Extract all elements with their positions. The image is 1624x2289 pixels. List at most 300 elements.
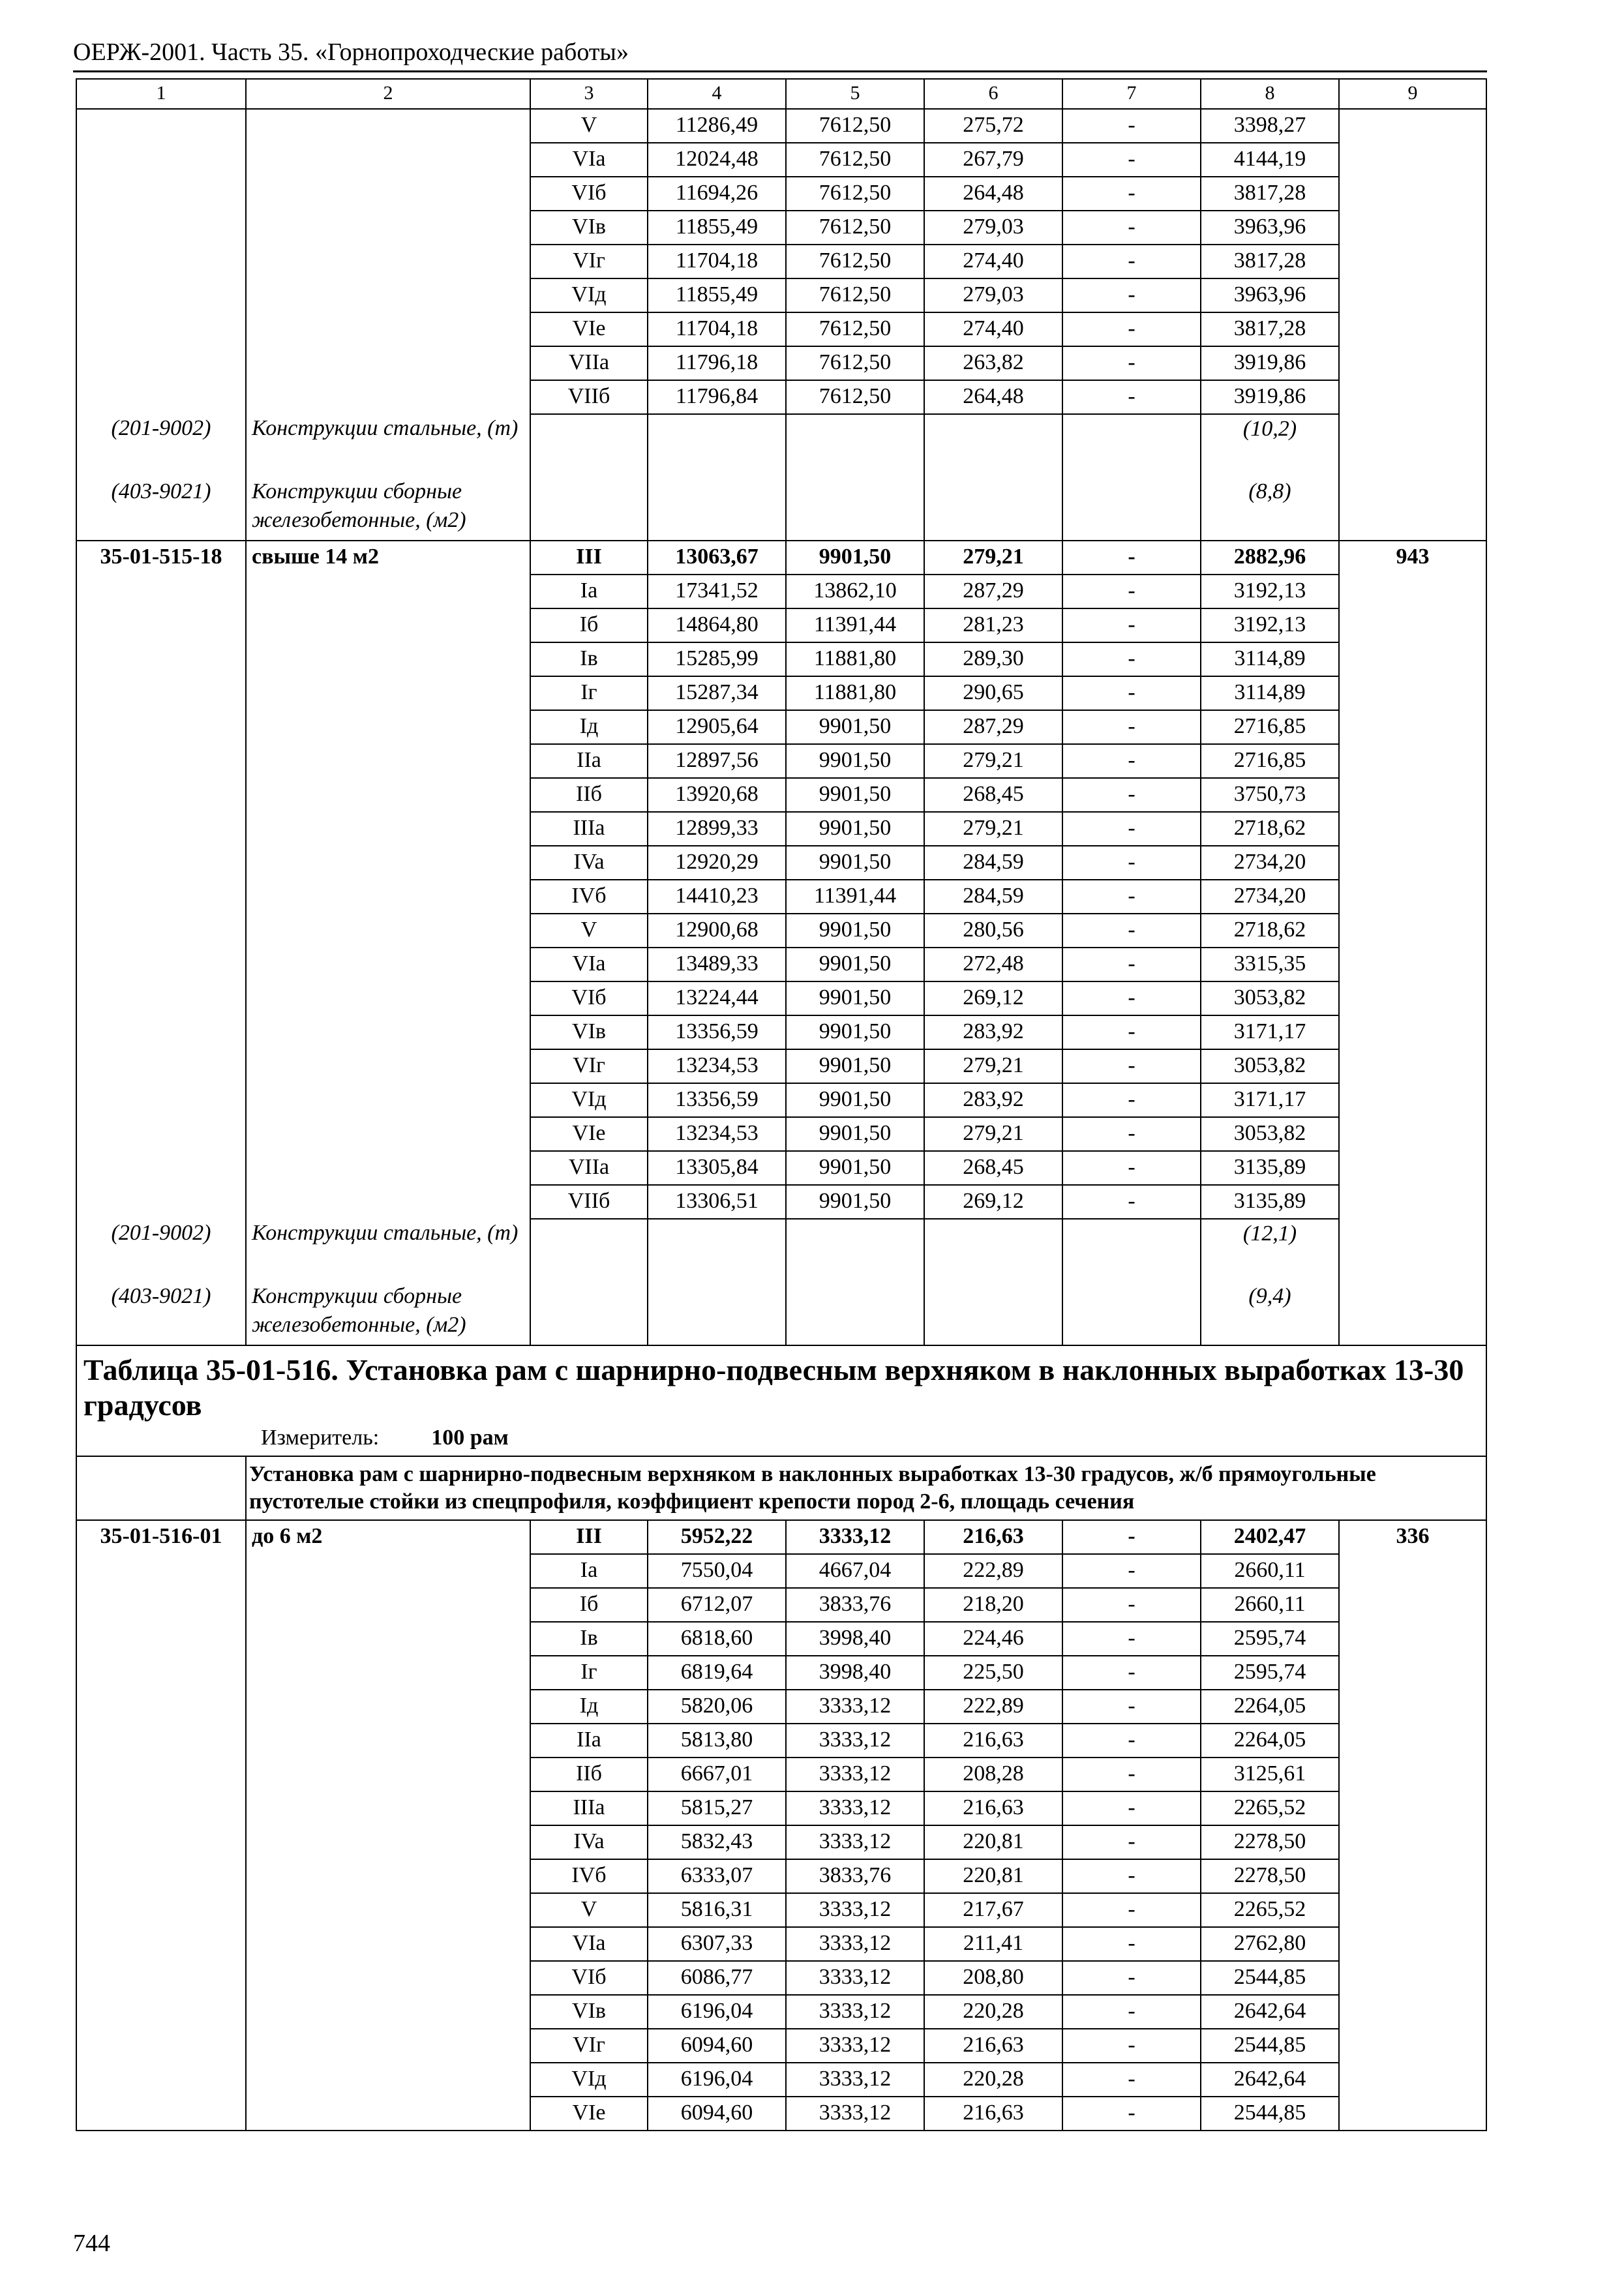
table-cell <box>648 1219 786 1282</box>
value-cell: 3135,89 <box>1201 1151 1339 1185</box>
table-cell <box>1339 380 1486 414</box>
value-cell: - <box>1062 575 1201 608</box>
description-row <box>76 1456 1486 1520</box>
table-cell <box>246 575 530 608</box>
value-cell: - <box>1062 880 1201 914</box>
value-cell: Iг <box>530 676 648 710</box>
table-cell <box>76 143 246 177</box>
table-cell <box>76 1758 246 1791</box>
value-cell: 4667,04 <box>786 1554 924 1588</box>
value-cell: 5952,22 <box>648 1520 786 1554</box>
value-cell: IVб <box>530 880 648 914</box>
value-cell: 2718,62 <box>1201 812 1339 846</box>
value-cell: 218,20 <box>924 1588 1062 1622</box>
value-cell: 6333,07 <box>648 1859 786 1893</box>
value-cell: 2544,85 <box>1201 2097 1339 2131</box>
value-cell: 11694,26 <box>648 177 786 211</box>
value-cell: 3114,89 <box>1201 676 1339 710</box>
table-cell <box>1062 1219 1201 1282</box>
value-cell: 3333,12 <box>786 1791 924 1825</box>
table-cell <box>76 981 246 1015</box>
table-cell <box>1339 1282 1486 1345</box>
table-cell <box>76 880 246 914</box>
value-cell: 2734,20 <box>1201 880 1339 914</box>
value-cell: 9901,50 <box>786 1151 924 1185</box>
value-cell: Iб <box>530 608 648 642</box>
material-code: (201-9002) <box>76 414 246 477</box>
value-cell: VIг <box>530 2029 648 2063</box>
value-cell: 11704,18 <box>648 312 786 346</box>
table-row <box>76 880 1486 914</box>
table-cell <box>246 1724 530 1758</box>
value-cell: - <box>1062 1724 1201 1758</box>
table-row <box>76 846 1486 880</box>
value-cell: - <box>1062 346 1201 380</box>
table-cell <box>246 914 530 948</box>
table-cell <box>1339 2097 1486 2131</box>
value-cell: 5813,80 <box>648 1724 786 1758</box>
value-cell: V <box>530 109 648 143</box>
material-name: Конструкции стальные, (т) <box>246 1219 530 1282</box>
value-cell: 279,21 <box>924 744 1062 778</box>
column-number-row <box>76 79 1486 109</box>
value-cell: Iб <box>530 1588 648 1622</box>
value-cell: 2642,64 <box>1201 2063 1339 2097</box>
value-cell: 2660,11 <box>1201 1554 1339 1588</box>
value-cell: 3333,12 <box>786 1927 924 1961</box>
value-cell: VIд <box>530 1083 648 1117</box>
table-cell <box>76 812 246 846</box>
value-cell: 2882,96 <box>1201 541 1339 575</box>
table-cell <box>1339 346 1486 380</box>
table-cell <box>76 1185 246 1219</box>
value-cell: 2278,50 <box>1201 1825 1339 1859</box>
table-cell <box>246 1893 530 1927</box>
value-cell: 279,21 <box>924 812 1062 846</box>
material-name: Конструкции стальные, (т) <box>246 414 530 477</box>
value-cell: 3333,12 <box>786 1758 924 1791</box>
value-cell: - <box>1062 744 1201 778</box>
value-cell: 274,40 <box>924 245 1062 278</box>
value-cell: 2402,47 <box>1201 1520 1339 1554</box>
value-cell: VIa <box>530 948 648 981</box>
table-cell <box>1339 245 1486 278</box>
table-cell <box>246 1656 530 1690</box>
table-cell <box>246 981 530 1015</box>
value-cell: 220,28 <box>924 1995 1062 2029</box>
value-cell: 279,21 <box>924 541 1062 575</box>
code-cell: 35-01-515-18 <box>76 541 246 575</box>
table-cell <box>1339 608 1486 642</box>
table-cell <box>1339 1151 1486 1185</box>
value-cell: 11391,44 <box>786 608 924 642</box>
table-cell <box>1339 1961 1486 1995</box>
value-cell: 3333,12 <box>786 1995 924 2029</box>
table-cell <box>1339 312 1486 346</box>
table-row <box>76 1554 1486 1588</box>
table-row <box>76 1690 1486 1724</box>
table-cell <box>1339 575 1486 608</box>
value-cell: 5820,06 <box>648 1690 786 1724</box>
value-cell: 13356,59 <box>648 1015 786 1049</box>
table-row <box>76 1049 1486 1083</box>
table-title-row <box>76 1345 1486 1456</box>
value-cell: - <box>1062 143 1201 177</box>
table-cell <box>76 1859 246 1893</box>
col9-cell: 943 <box>1339 541 1486 575</box>
value-cell: 13489,33 <box>648 948 786 981</box>
value-cell: - <box>1062 1015 1201 1049</box>
value-cell: 287,29 <box>924 575 1062 608</box>
value-cell: 279,03 <box>924 211 1062 245</box>
value-cell: 216,63 <box>924 1791 1062 1825</box>
value-cell: IIa <box>530 744 648 778</box>
table-cell <box>246 143 530 177</box>
value-cell: - <box>1062 1791 1201 1825</box>
table-row <box>76 1825 1486 1859</box>
table-cell <box>246 846 530 880</box>
table-cell <box>76 1656 246 1690</box>
value-cell: 216,63 <box>924 2029 1062 2063</box>
table-cell <box>246 676 530 710</box>
value-cell: 264,48 <box>924 380 1062 414</box>
value-cell: 290,65 <box>924 676 1062 710</box>
value-cell: 2544,85 <box>1201 1961 1339 1995</box>
value-cell: 2265,52 <box>1201 1791 1339 1825</box>
table-row <box>76 1859 1486 1893</box>
measure-value: 100 рам <box>431 1426 509 1450</box>
value-cell: VIд <box>530 2063 648 2097</box>
table-cell <box>246 2029 530 2063</box>
value-cell: 9901,50 <box>786 710 924 744</box>
table-cell <box>76 211 246 245</box>
material-name: Конструкции сборные железобетонные, (м2) <box>246 1282 530 1345</box>
table-title-cell <box>76 1345 1486 1456</box>
value-cell: 3817,28 <box>1201 312 1339 346</box>
value-cell: - <box>1062 1961 1201 1995</box>
value-cell: 208,80 <box>924 1961 1062 1995</box>
material-value: (10,2) <box>1201 414 1339 477</box>
material-row <box>76 477 1486 541</box>
value-cell: 2762,80 <box>1201 1927 1339 1961</box>
value-cell: 13063,67 <box>648 541 786 575</box>
table-cell <box>1339 414 1486 477</box>
table-row <box>76 1927 1486 1961</box>
value-cell: - <box>1062 380 1201 414</box>
table-cell <box>246 1995 530 2029</box>
name-cell: до 6 м2 <box>246 1520 530 1554</box>
value-cell: 3333,12 <box>786 1893 924 1927</box>
value-cell: 9901,50 <box>786 778 924 812</box>
table-cell <box>924 1219 1062 1282</box>
table-cell <box>246 380 530 414</box>
value-cell: 13920,68 <box>648 778 786 812</box>
table-row <box>76 1995 1486 2029</box>
value-cell: 13306,51 <box>648 1185 786 1219</box>
value-cell: VIв <box>530 211 648 245</box>
value-cell: 2544,85 <box>1201 2029 1339 2063</box>
table-cell <box>76 1554 246 1588</box>
table-cell <box>246 1859 530 1893</box>
value-cell: 14864,80 <box>648 608 786 642</box>
table-cell <box>246 744 530 778</box>
value-cell: 3817,28 <box>1201 245 1339 278</box>
value-cell: 7612,50 <box>786 278 924 312</box>
value-cell: 283,92 <box>924 1083 1062 1117</box>
table-cell <box>648 477 786 541</box>
table-cell <box>246 1185 530 1219</box>
value-cell: 6094,60 <box>648 2029 786 2063</box>
table-cell <box>1339 981 1486 1015</box>
value-cell: 3135,89 <box>1201 1185 1339 1219</box>
table-cell <box>246 211 530 245</box>
table-row <box>76 2063 1486 2097</box>
value-cell: VIe <box>530 312 648 346</box>
table-cell <box>246 109 530 143</box>
value-cell: 6094,60 <box>648 2097 786 2131</box>
table-row <box>76 1622 1486 1656</box>
price-table <box>76 78 1487 2131</box>
value-cell: 14410,23 <box>648 880 786 914</box>
value-cell: IIIa <box>530 812 648 846</box>
page-header: ОЕРЖ-2001. Часть 35. «Горнопроходческие работы» <box>73 38 629 66</box>
value-cell: 2595,74 <box>1201 1656 1339 1690</box>
table-cell <box>76 1927 246 1961</box>
table-cell <box>1339 1049 1486 1083</box>
table-cell <box>1339 1219 1486 1282</box>
table-cell <box>76 1083 246 1117</box>
table-cell <box>246 1588 530 1622</box>
value-cell: 9901,50 <box>786 812 924 846</box>
value-cell: 225,50 <box>924 1656 1062 1690</box>
table-cell <box>924 477 1062 541</box>
column-number: 1 <box>76 79 246 109</box>
value-cell: VIe <box>530 2097 648 2131</box>
table-cell <box>1339 710 1486 744</box>
table-row <box>76 109 1486 143</box>
column-number: 2 <box>246 79 530 109</box>
table-cell <box>1339 2063 1486 2097</box>
table-cell <box>246 880 530 914</box>
value-cell: - <box>1062 608 1201 642</box>
value-cell: 2265,52 <box>1201 1893 1339 1927</box>
table-row <box>76 1151 1486 1185</box>
value-cell: 7612,50 <box>786 380 924 414</box>
table-row <box>76 1520 1486 1554</box>
value-cell: 263,82 <box>924 346 1062 380</box>
value-cell: 289,30 <box>924 642 1062 676</box>
value-cell: 3171,17 <box>1201 1015 1339 1049</box>
value-cell: 11855,49 <box>648 278 786 312</box>
table-cell <box>786 1282 924 1345</box>
table-cell <box>1339 1893 1486 1927</box>
value-cell: - <box>1062 1995 1201 2029</box>
table-cell <box>1339 948 1486 981</box>
table-cell <box>1339 143 1486 177</box>
value-cell: 12897,56 <box>648 744 786 778</box>
table-cell <box>648 414 786 477</box>
value-cell: 3333,12 <box>786 2063 924 2097</box>
table-cell <box>1339 177 1486 211</box>
table-title: Таблица 35-01-516. Установка рам с шарнирно-подвесным верхняком в наклонных выработках 13-30 градусов <box>83 1353 1464 1422</box>
value-cell: - <box>1062 1622 1201 1656</box>
table-cell <box>76 1724 246 1758</box>
value-cell: - <box>1062 1049 1201 1083</box>
value-cell: 274,40 <box>924 312 1062 346</box>
table-row <box>76 1185 1486 1219</box>
table-cell <box>76 1791 246 1825</box>
material-row <box>76 1282 1486 1345</box>
value-cell: 9901,50 <box>786 541 924 575</box>
value-cell: 15287,34 <box>648 676 786 710</box>
table-row <box>76 676 1486 710</box>
table-cell <box>1339 778 1486 812</box>
header-rule <box>73 70 1487 72</box>
table-row <box>76 1961 1486 1995</box>
value-cell: VIв <box>530 1015 648 1049</box>
value-cell: 222,89 <box>924 1690 1062 1724</box>
table-row <box>76 245 1486 278</box>
value-cell: 7550,04 <box>648 1554 786 1588</box>
value-cell: III <box>530 1520 648 1554</box>
table-cell <box>1339 1927 1486 1961</box>
table-cell <box>246 812 530 846</box>
value-cell: 2660,11 <box>1201 1588 1339 1622</box>
value-cell: 2642,64 <box>1201 1995 1339 2029</box>
col9-cell: 336 <box>1339 1520 1486 1554</box>
table-cell <box>924 414 1062 477</box>
table-cell <box>76 312 246 346</box>
value-cell: 269,12 <box>924 981 1062 1015</box>
value-cell: VIб <box>530 1961 648 1995</box>
value-cell: 3333,12 <box>786 1520 924 1554</box>
table-cell <box>1339 278 1486 312</box>
name-cell: свыше 14 м2 <box>246 541 530 575</box>
value-cell: - <box>1062 1893 1201 1927</box>
value-cell: - <box>1062 846 1201 880</box>
table-cell <box>1339 2029 1486 2063</box>
table-cell <box>76 1825 246 1859</box>
value-cell: VIб <box>530 177 648 211</box>
value-cell: 220,28 <box>924 2063 1062 2097</box>
value-cell: - <box>1062 778 1201 812</box>
value-cell: 11881,80 <box>786 642 924 676</box>
table-cell <box>1339 1588 1486 1622</box>
value-cell: IVa <box>530 1825 648 1859</box>
table-cell <box>1339 1825 1486 1859</box>
table-cell <box>1062 414 1201 477</box>
value-cell: 9901,50 <box>786 1083 924 1117</box>
table-cell <box>76 1049 246 1083</box>
value-cell: 284,59 <box>924 880 1062 914</box>
value-cell: 9901,50 <box>786 1049 924 1083</box>
value-cell: 3998,40 <box>786 1622 924 1656</box>
table-cell <box>76 109 246 143</box>
value-cell: IIa <box>530 1724 648 1758</box>
value-cell: 216,63 <box>924 2097 1062 2131</box>
value-cell: 3192,13 <box>1201 575 1339 608</box>
value-cell: - <box>1062 710 1201 744</box>
value-cell: 6667,01 <box>648 1758 786 1791</box>
value-cell: 7612,50 <box>786 211 924 245</box>
table-row <box>76 575 1486 608</box>
value-cell: - <box>1062 1859 1201 1893</box>
table-row <box>76 948 1486 981</box>
table-description: Установка рам с шарнирно-подвесным верхняком в наклонных выработках 13-30 градусов, ж/б прямоугольные пустотелые стойки из спецпрофиля, коэффициент крепости пород 2-6, площадь сечения <box>246 1456 1486 1520</box>
table-cell <box>246 642 530 676</box>
table-cell <box>530 1282 648 1345</box>
table-cell <box>1339 1859 1486 1893</box>
table-cell <box>76 1995 246 2029</box>
column-number: 6 <box>924 79 1062 109</box>
table-cell <box>246 1791 530 1825</box>
value-cell: 220,81 <box>924 1825 1062 1859</box>
table-row <box>76 278 1486 312</box>
material-code: (403-9021) <box>76 1282 246 1345</box>
table-row <box>76 812 1486 846</box>
value-cell: 3998,40 <box>786 1656 924 1690</box>
table-cell <box>1339 1622 1486 1656</box>
table-cell <box>1339 744 1486 778</box>
table-cell <box>76 914 246 948</box>
value-cell: 11391,44 <box>786 880 924 914</box>
table-cell <box>1339 1690 1486 1724</box>
value-cell: 279,03 <box>924 278 1062 312</box>
table-cell <box>76 575 246 608</box>
table-row <box>76 608 1486 642</box>
value-cell: 6307,33 <box>648 1927 786 1961</box>
value-cell: - <box>1062 541 1201 575</box>
value-cell: 5832,43 <box>648 1825 786 1859</box>
table-cell <box>76 177 246 211</box>
value-cell: 3919,86 <box>1201 380 1339 414</box>
table-cell <box>76 1456 246 1520</box>
table-cell <box>1339 1656 1486 1690</box>
value-cell: 5815,27 <box>648 1791 786 1825</box>
value-cell: 211,41 <box>924 1927 1062 1961</box>
table-cell <box>76 1015 246 1049</box>
value-cell: Iг <box>530 1656 648 1690</box>
value-cell: 9901,50 <box>786 1185 924 1219</box>
table-cell <box>76 778 246 812</box>
value-cell: VIб <box>530 981 648 1015</box>
code-cell: 35-01-516-01 <box>76 1520 246 1554</box>
table-cell <box>246 177 530 211</box>
table-cell <box>76 642 246 676</box>
table-cell <box>76 710 246 744</box>
value-cell: 220,81 <box>924 1859 1062 1893</box>
value-cell: 17341,52 <box>648 575 786 608</box>
value-cell: 5816,31 <box>648 1893 786 1927</box>
value-cell: 7612,50 <box>786 312 924 346</box>
table-row <box>76 642 1486 676</box>
value-cell: 267,79 <box>924 143 1062 177</box>
value-cell: - <box>1062 1825 1201 1859</box>
value-cell: - <box>1062 2029 1201 2063</box>
table-cell <box>1339 1554 1486 1588</box>
value-cell: - <box>1062 981 1201 1015</box>
value-cell: 268,45 <box>924 778 1062 812</box>
value-cell: 280,56 <box>924 914 1062 948</box>
value-cell: 3053,82 <box>1201 1049 1339 1083</box>
table-cell <box>1339 1995 1486 2029</box>
value-cell: 12920,29 <box>648 846 786 880</box>
value-cell: 2716,85 <box>1201 710 1339 744</box>
value-cell: 13356,59 <box>648 1083 786 1117</box>
value-cell: 264,48 <box>924 177 1062 211</box>
table-row <box>76 914 1486 948</box>
value-cell: 7612,50 <box>786 245 924 278</box>
